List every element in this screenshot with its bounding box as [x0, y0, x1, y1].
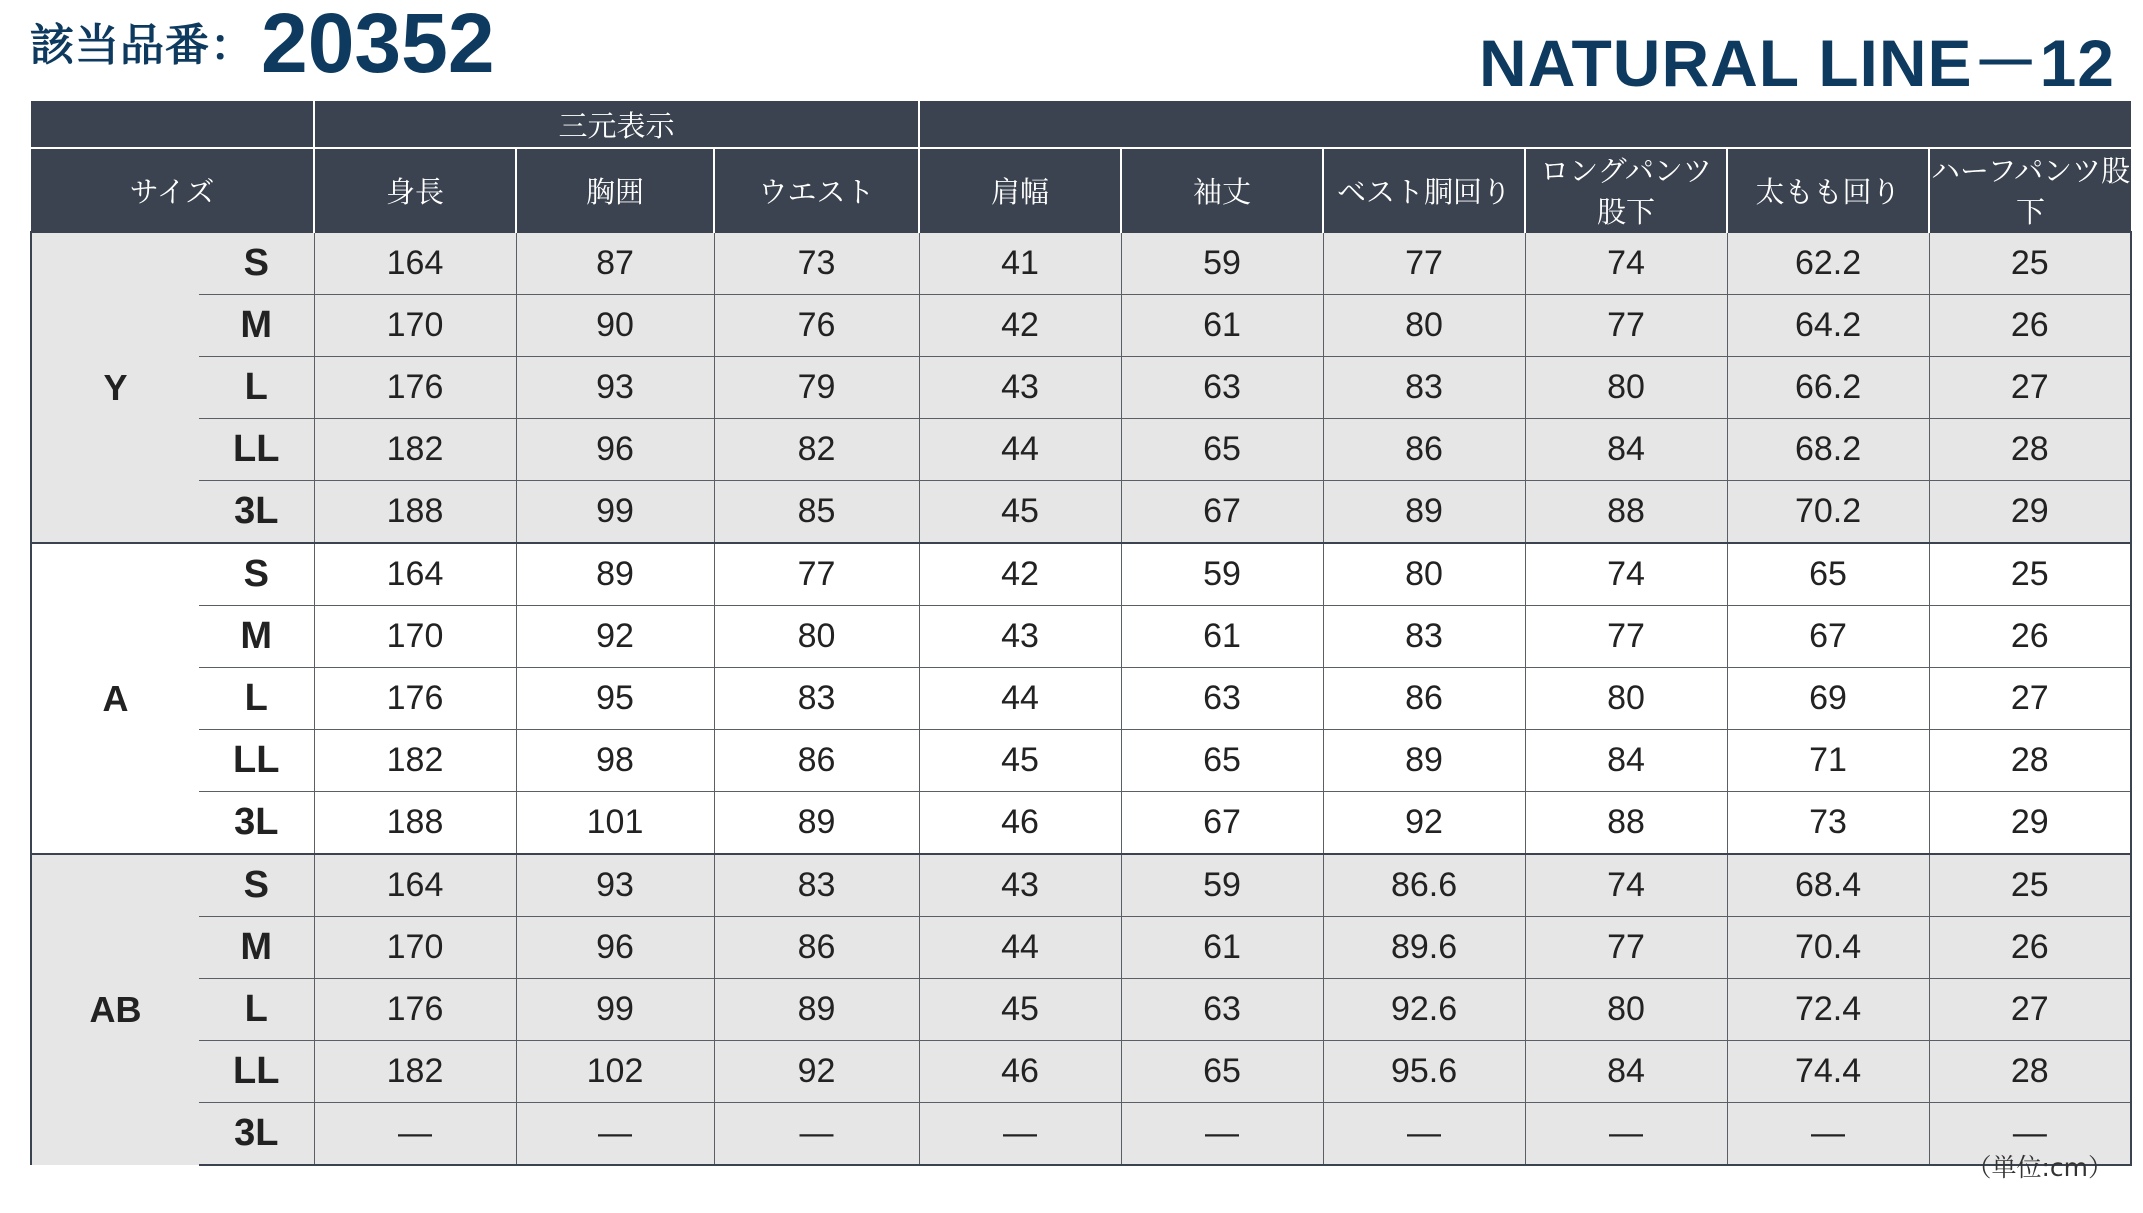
size-cell: 3L: [199, 1103, 314, 1166]
measurement-cell: 102: [516, 1041, 714, 1103]
measurement-cell: 83: [1323, 357, 1525, 419]
table-row: [31, 1041, 2131, 1103]
size-cell: LL: [199, 419, 314, 481]
measurement-cell: 44: [919, 917, 1121, 979]
measurement-cell: 80: [714, 606, 919, 668]
measurement-cell: 69: [1727, 668, 1929, 730]
measurement-cell: 62.2: [1727, 232, 1929, 295]
measurement-cell: 25: [1929, 854, 2131, 917]
col-header-long-pants-inseam: ロングパンツ股下: [1525, 148, 1727, 232]
body-type-cell: A: [31, 543, 199, 854]
measurement-cell: 82: [714, 419, 919, 481]
measurement-cell: 61: [1121, 606, 1323, 668]
measurement-cell: 80: [1323, 543, 1525, 606]
size-cell: LL: [199, 1041, 314, 1103]
col-header-vest-waist: ベスト胴回り: [1323, 148, 1525, 232]
measurement-cell: 61: [1121, 917, 1323, 979]
measurement-cell: 170: [314, 295, 516, 357]
measurement-cell: 45: [919, 730, 1121, 792]
size-chart-body: [31, 232, 2131, 1165]
measurement-cell: —: [1929, 1103, 2131, 1166]
measurement-cell: 93: [516, 357, 714, 419]
col-header-half-pants-inseam: ハーフパンツ股下: [1929, 148, 2131, 232]
measurement-cell: 88: [1525, 481, 1727, 544]
measurement-cell: 66.2: [1727, 357, 1929, 419]
measurement-cell: 63: [1121, 357, 1323, 419]
measurement-cell: —: [314, 1103, 516, 1166]
measurement-cell: 164: [314, 543, 516, 606]
measurement-cell: 188: [314, 481, 516, 544]
measurement-cell: 83: [714, 668, 919, 730]
measurement-cell: 74: [1525, 854, 1727, 917]
measurement-cell: 89.6: [1323, 917, 1525, 979]
measurement-cell: 89: [516, 543, 714, 606]
measurement-cell: 176: [314, 979, 516, 1041]
size-cell: 3L: [199, 792, 314, 855]
measurement-cell: 83: [714, 854, 919, 917]
measurement-cell: 28: [1929, 1041, 2131, 1103]
measurement-cell: —: [1121, 1103, 1323, 1166]
size-cell: S: [199, 543, 314, 606]
measurement-cell: 65: [1121, 1041, 1323, 1103]
measurement-cell: —: [1525, 1103, 1727, 1166]
table-row: [31, 917, 2131, 979]
measurement-cell: 164: [314, 854, 516, 917]
size-cell: S: [199, 232, 314, 295]
table-row: [31, 232, 2131, 295]
measurement-cell: 98: [516, 730, 714, 792]
col-header-shoulder: 肩幅: [919, 148, 1121, 232]
measurement-cell: 86.6: [1323, 854, 1525, 917]
product-number-label: 該当品番：: [30, 20, 255, 71]
measurement-cell: 61: [1121, 295, 1323, 357]
measurement-cell: 68.2: [1727, 419, 1929, 481]
body-type-cell: AB: [31, 854, 199, 1165]
measurement-cell: 63: [1121, 979, 1323, 1041]
size-chart-table: [30, 101, 2132, 1166]
measurement-cell: 84: [1525, 419, 1727, 481]
measurement-cell: 44: [919, 668, 1121, 730]
product-number: 20352: [261, 0, 495, 90]
measurement-cell: 93: [516, 854, 714, 917]
table-row: [31, 543, 2131, 606]
measurement-cell: 77: [1525, 295, 1727, 357]
measurement-cell: 59: [1121, 232, 1323, 295]
body-type-cell: Y: [31, 232, 199, 543]
measurement-cell: 42: [919, 543, 1121, 606]
header-blank: [31, 101, 314, 148]
measurement-cell: 71: [1727, 730, 1929, 792]
measurement-cell: 44: [919, 419, 1121, 481]
measurement-cell: —: [1727, 1103, 1929, 1166]
measurement-cell: 164: [314, 232, 516, 295]
measurement-cell: 176: [314, 668, 516, 730]
size-cell: M: [199, 606, 314, 668]
measurement-cell: 70.2: [1727, 481, 1929, 544]
measurement-cell: 59: [1121, 854, 1323, 917]
measurement-cell: 74: [1525, 543, 1727, 606]
measurement-cell: 26: [1929, 606, 2131, 668]
measurement-cell: 74.4: [1727, 1041, 1929, 1103]
measurement-cell: 77: [1323, 232, 1525, 295]
measurement-cell: 80: [1323, 295, 1525, 357]
measurement-cell: 67: [1727, 606, 1929, 668]
measurement-cell: 74: [1525, 232, 1727, 295]
col-header-sleeve: 袖丈: [1121, 148, 1323, 232]
measurement-cell: 95: [516, 668, 714, 730]
measurement-cell: 188: [314, 792, 516, 855]
measurement-cell: 84: [1525, 1041, 1727, 1103]
measurement-cell: 96: [516, 419, 714, 481]
measurement-cell: 90: [516, 295, 714, 357]
measurement-cell: 80: [1525, 668, 1727, 730]
measurement-cell: —: [714, 1103, 919, 1166]
measurement-cell: 170: [314, 606, 516, 668]
size-cell: L: [199, 668, 314, 730]
measurement-cell: 43: [919, 606, 1121, 668]
table-row: [31, 295, 2131, 357]
measurement-cell: 76: [714, 295, 919, 357]
measurement-cell: 80: [1525, 979, 1727, 1041]
col-header-thigh: 太もも回り: [1727, 148, 1929, 232]
measurement-cell: 182: [314, 419, 516, 481]
measurement-cell: 86: [1323, 668, 1525, 730]
measurement-cell: 45: [919, 979, 1121, 1041]
size-cell: M: [199, 917, 314, 979]
measurement-cell: 63: [1121, 668, 1323, 730]
measurement-cell: 83: [1323, 606, 1525, 668]
col-header-chest: 胸囲: [516, 148, 714, 232]
measurement-cell: 92: [1323, 792, 1525, 855]
measurement-cell: 89: [714, 792, 919, 855]
col-header-waist: ウエスト: [714, 148, 919, 232]
measurement-cell: 73: [714, 232, 919, 295]
measurement-cell: 86: [1323, 419, 1525, 481]
measurement-cell: 182: [314, 730, 516, 792]
measurement-cell: 43: [919, 357, 1121, 419]
measurement-cell: 67: [1121, 481, 1323, 544]
measurement-cell: 182: [314, 1041, 516, 1103]
measurement-cell: 80: [1525, 357, 1727, 419]
measurement-cell: 64.2: [1727, 295, 1929, 357]
measurement-cell: 92.6: [1323, 979, 1525, 1041]
header-blank-right: [919, 101, 2131, 148]
measurement-cell: 96: [516, 917, 714, 979]
measurement-cell: 72.4: [1727, 979, 1929, 1041]
table-row: [31, 481, 2131, 544]
size-cell: L: [199, 979, 314, 1041]
table-row: [31, 1103, 2131, 1166]
measurement-cell: 77: [714, 543, 919, 606]
measurement-cell: 99: [516, 481, 714, 544]
measurement-cell: 87: [516, 232, 714, 295]
line-name: NATURAL LINE－12: [1479, 26, 2115, 100]
size-cell: S: [199, 854, 314, 917]
measurement-cell: 77: [1525, 606, 1727, 668]
measurement-cell: 73: [1727, 792, 1929, 855]
measurement-cell: 65: [1121, 730, 1323, 792]
measurement-cell: —: [516, 1103, 714, 1166]
measurement-cell: 65: [1121, 419, 1323, 481]
measurement-cell: 28: [1929, 730, 2131, 792]
unit-note: （単位:cm）: [1966, 1153, 2113, 1182]
measurement-cell: 43: [919, 854, 1121, 917]
measurement-cell: 89: [1323, 481, 1525, 544]
measurement-cell: 86: [714, 917, 919, 979]
measurement-cell: 89: [714, 979, 919, 1041]
table-row: [31, 854, 2131, 917]
measurement-cell: 26: [1929, 917, 2131, 979]
table-row: [31, 606, 2131, 668]
measurement-cell: 27: [1929, 357, 2131, 419]
table-row: [31, 979, 2131, 1041]
measurement-cell: 92: [516, 606, 714, 668]
measurement-cell: 92: [714, 1041, 919, 1103]
col-header-height: 身長: [314, 148, 516, 232]
measurement-cell: 77: [1525, 917, 1727, 979]
measurement-cell: 170: [314, 917, 516, 979]
measurement-cell: 176: [314, 357, 516, 419]
size-cell: 3L: [199, 481, 314, 544]
size-cell: L: [199, 357, 314, 419]
measurement-cell: 28: [1929, 419, 2131, 481]
measurement-cell: 42: [919, 295, 1121, 357]
measurement-cell: 26: [1929, 295, 2131, 357]
size-cell: LL: [199, 730, 314, 792]
table-row: [31, 668, 2131, 730]
measurement-cell: 45: [919, 481, 1121, 544]
measurement-cell: 65: [1727, 543, 1929, 606]
measurement-cell: 86: [714, 730, 919, 792]
measurement-cell: 70.4: [1727, 917, 1929, 979]
measurement-cell: 85: [714, 481, 919, 544]
table-row: [31, 730, 2131, 792]
measurement-cell: 25: [1929, 232, 2131, 295]
col-header-size: サイズ: [31, 148, 314, 232]
measurement-cell: 27: [1929, 668, 2131, 730]
measurement-cell: 101: [516, 792, 714, 855]
table-row: [31, 419, 2131, 481]
measurement-cell: 68.4: [1727, 854, 1929, 917]
measurement-cell: —: [919, 1103, 1121, 1166]
measurement-cell: 99: [516, 979, 714, 1041]
measurement-cell: 88: [1525, 792, 1727, 855]
table-row: [31, 357, 2131, 419]
measurement-cell: 59: [1121, 543, 1323, 606]
measurement-cell: 25: [1929, 543, 2131, 606]
measurement-cell: 41: [919, 232, 1121, 295]
product-number-header: [30, 0, 495, 95]
measurement-cell: 67: [1121, 792, 1323, 855]
measurement-cell: 46: [919, 1041, 1121, 1103]
measurement-cell: 89: [1323, 730, 1525, 792]
measurement-cell: 29: [1929, 481, 2131, 544]
table-row: [31, 792, 2131, 855]
measurement-cell: 46: [919, 792, 1121, 855]
measurement-cell: 95.6: [1323, 1041, 1525, 1103]
three-dimension-header: 三元表示: [314, 101, 919, 148]
measurement-cell: 29: [1929, 792, 2131, 855]
size-cell: M: [199, 295, 314, 357]
measurement-cell: —: [1323, 1103, 1525, 1166]
measurement-cell: 84: [1525, 730, 1727, 792]
measurement-cell: 27: [1929, 979, 2131, 1041]
measurement-cell: 79: [714, 357, 919, 419]
